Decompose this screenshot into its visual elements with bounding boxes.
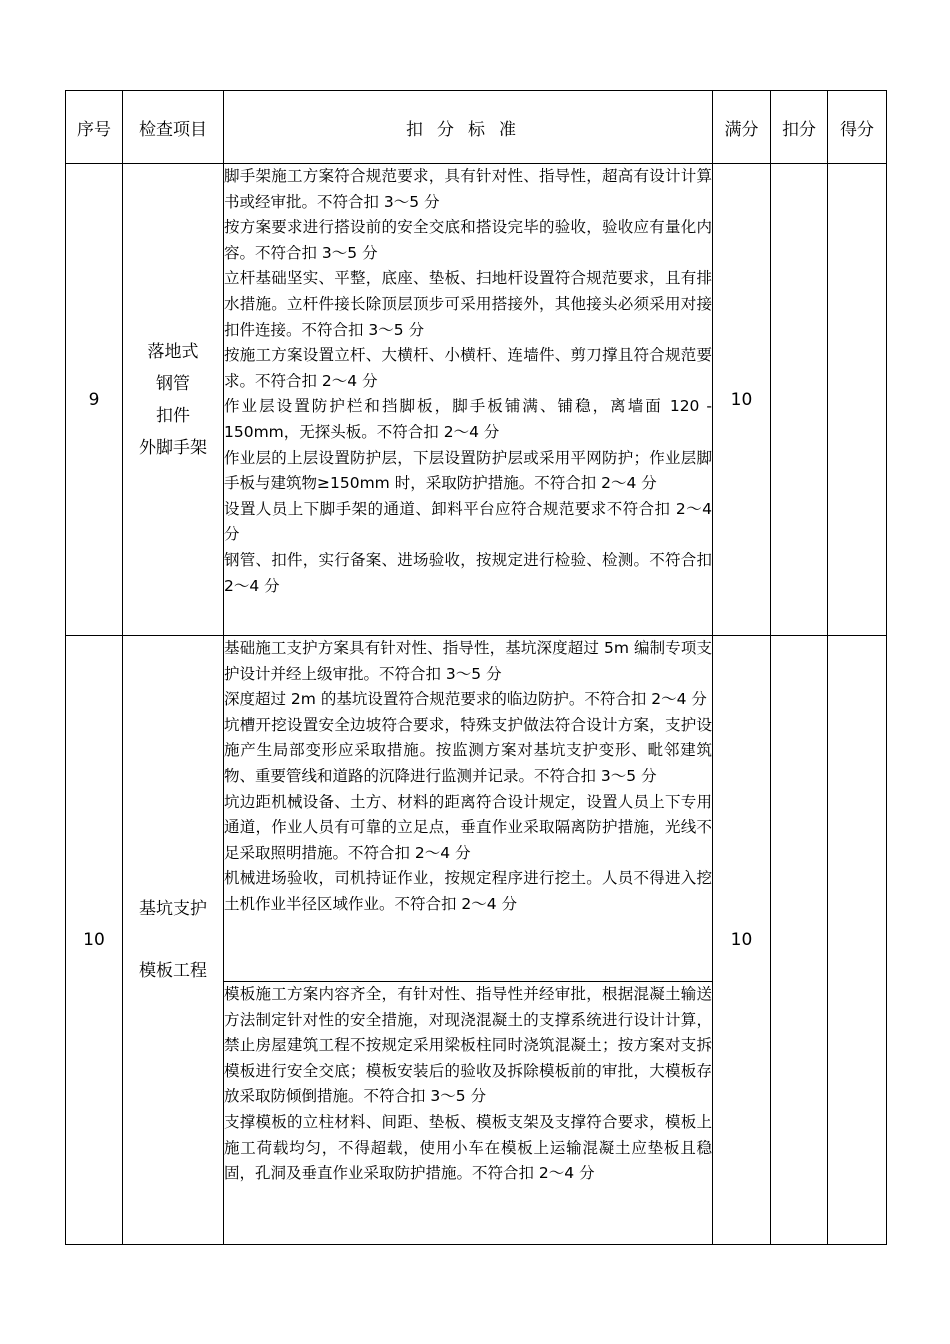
check-item-line: 扣件 [156, 405, 190, 426]
check-item-line: 基坑支护 [139, 899, 207, 919]
deduction-standards [224, 636, 713, 982]
full-score: 10 [713, 636, 771, 1245]
check-item [123, 636, 224, 1245]
header-standard: 扣分标准 [224, 91, 713, 164]
row-number: 10 [66, 636, 123, 1245]
standard-entry: 设置人员上下脚手架的通道、卸料平台应符合规范要求不符合扣 2～4 分 [224, 499, 712, 544]
score-cell [828, 164, 887, 636]
inspection-table [65, 90, 887, 1245]
check-item-line: 落地式 [147, 341, 199, 362]
header-item: 检查项目 [123, 91, 224, 164]
standard-entry: 模板施工方案内容齐全，有针对性、指导性并经审批，根据混凝土输送方法制定针对性的安全措施，对现浇混凝土的支撑系统进行设计计算，禁止房屋建筑工程不按规定采用梁板柱同时浇筑混凝土；按方案对支拆模板进行安全交底；模板安装后的验收及拆除模板前的审批，大模板存放采取防倾倒措施。不符合扣 3～5 分 [224, 985, 712, 1106]
standard-entry: 支撑模板的立柱材料、间距、垫板、模板支架及支撑符合要求，模板上施工荷载均匀，不得超载，使用小车在模板上运输混凝土应垫板且稳固，孔洞及垂直作业采取防护措施。不符合扣 2～4 分 [224, 1112, 712, 1183]
standard-entry: 作业层设置防护栏和挡脚板，脚手板铺满、铺稳，离墙面 120 - 150mm，无探头板。不符合扣 2～4 分 [224, 397, 712, 441]
check-item [123, 164, 224, 636]
full-score: 10 [713, 164, 771, 636]
check-item-line: 外脚手架 [139, 437, 207, 458]
table-row [66, 636, 887, 982]
standard-entry: 基础施工支护方案具有针对性、指导性，基坑深度超过 5m 编制专项支护设计并经上级审批。不符合扣 3～5 分 [224, 639, 712, 683]
standard-entry: 坑边距机械设备、土方、材料的距离符合设计规定，设置人员上下专用通道，作业人员有可靠的立足点，垂直作业采取隔离防护措施，光线不足采取照明措施。不符合扣 2～4 分 [224, 792, 712, 862]
check-item-line: 模板工程 [139, 961, 207, 981]
standard-entry: 按施工方案设置立杆、大横杆、小横杆、连墙件、剪刀撑且符合规范要求。不符合扣 2～4 分 [224, 346, 712, 390]
header-score: 得分 [828, 91, 887, 164]
header-full-score: 满分 [713, 91, 771, 164]
standard-entry: 深度超过 2m 的基坑设置符合规范要求的临边防护。不符合扣 2～4 分 [224, 690, 707, 709]
standard-entry: 作业层的上层设置防护层，下层设置防护层或采用平网防护；作业层脚手板与建筑物≥150mm 时，采取防护措施。不符合扣 2～4 分 [224, 448, 712, 493]
standard-entry: 按方案要求进行搭设前的安全交底和搭设完毕的验收，验收应有量化内容。不符合扣 3～5 分 [224, 218, 712, 262]
header-no: 序号 [66, 91, 123, 164]
standard-entry: 脚手架施工方案符合规范要求，具有针对性、指导性，超高有设计计算书或经审批。不符合扣 3～5 分 [224, 167, 712, 211]
standard-entry: 机械进场验收，司机持证作业，按规定程序进行挖土。人员不得进入挖土机作业半径区域作业。不符合扣 2～4 分 [224, 869, 712, 913]
standard-entry: 钢管、扣件，实行备案、进场验收，按规定进行检验、检测。不符合扣 2～4 分 [224, 550, 712, 595]
standard-entry: 坑槽开挖设置安全边坡符合要求，特殊支护做法符合设计方案，支护设施产生局部变形应采取措施。按监测方案对基坑支护变形、毗邻建筑物、重要管线和道路的沉降进行监测并记录。不符合扣 3～5 分 [224, 715, 712, 785]
table-row [66, 164, 887, 636]
check-item-line: 钢管 [156, 373, 190, 394]
standard-entry: 立杆基础坚实、平整，底座、垫板、扫地杆设置符合规范要求，且有排水措施。立杆件接长除顶层顶步可采用搭接外，其他接头必须采用对接扣件连接。不符合扣 3～5 分 [224, 269, 712, 339]
deduction-standards [224, 164, 713, 636]
deduct-cell [771, 636, 828, 1245]
deduction-standards [224, 982, 713, 1245]
row-number: 9 [66, 164, 123, 636]
score-cell [828, 636, 887, 1245]
header-deduct: 扣分 [771, 91, 828, 164]
header-row [66, 91, 887, 164]
deduct-cell [771, 164, 828, 636]
